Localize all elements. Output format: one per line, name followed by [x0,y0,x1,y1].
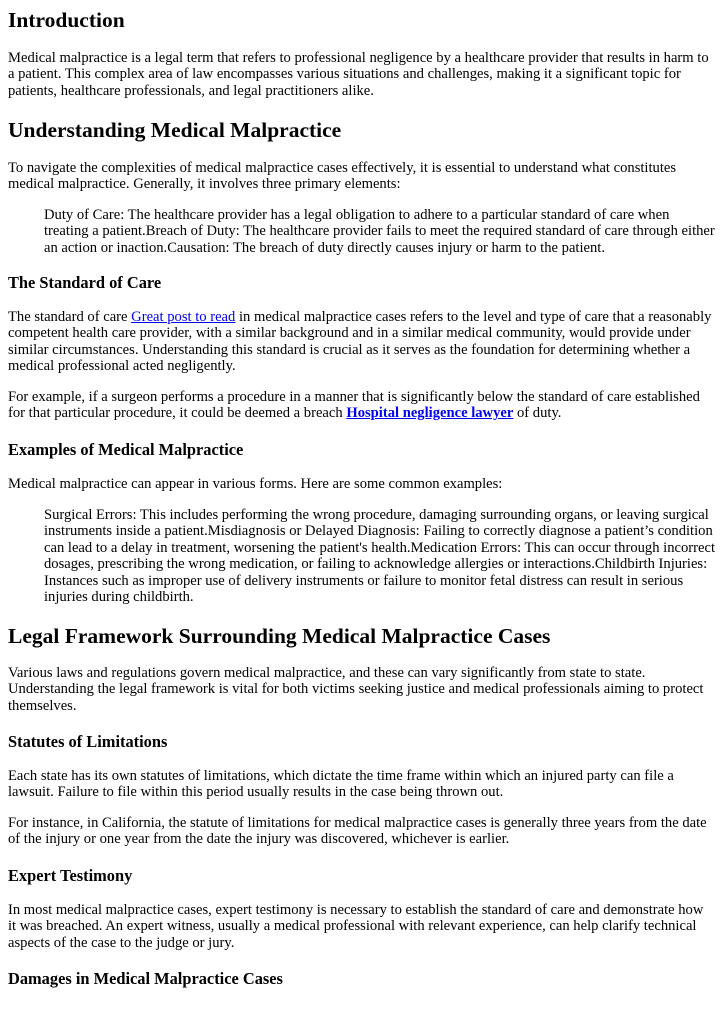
expert-paragraph: In most medical malpractice cases, expert testimony is necessary to establish the standard of care and demonstrate how it was breached. An expert witness, usually a medical professional with relevant experience, can help clarify technical aspects of the case to the judge or jury. [8,902,704,951]
heading-introduction: Introduction [8,8,125,32]
statutes-paragraph-2: For instance, in California, the statute of limitations for medical malpractice cases is generally three years from the date of the injury or one year from the date the injury was discovered, whichever is earlier. [8,815,707,848]
heading-standard-of-care: The Standard of Care [8,273,162,292]
hospital-negligence-link[interactable]: Hospital negligence lawyer [346,405,514,422]
heading-legal-framework: Legal Framework Surrounding Medical Malpractice Cases [8,624,551,648]
standard-text-after: in medical malpractice cases refers to the level and type of care that a reasonably competent health care provider, with a similar background and in a similar medical community, would provide under similar circumstances. Understanding this standard is crucial as it serves as the foundation for determining whether a medical professional acted negligently. [8,309,712,375]
example-text-before: For example, if a surgeon performs a procedure in a manner that is significantly below the standard of care established for that particular procedure, it could be deemed a breach [8,389,700,422]
heading-understanding: Understanding Medical Malpractice [8,118,342,142]
great-post-link[interactable]: Great post to read [131,309,236,325]
heading-damages: Damages in Medical Malpractice Cases [8,969,283,988]
examples-quote: Surgical Errors: This includes performing the wrong procedure, damaging surrounding organs, or leaving surgical instruments inside a patient.Misdiagnosis or Delayed Diagnosis: Failing to correctly diagnose a patient’s condition can lead to a delay in treatment, worsening the patient's health.Medication Errors: This can occur through incorrect dosages, prescribing the wrong medication, or failing to acknowledge allergies or interactions.Childbirth Injuries: Instances such as improper use of delivery instruments or failure to monitor fetal distress can result in serious injuries during childbirth. [44,507,716,606]
heading-expert-testimony: Expert Testimony [8,866,133,885]
understanding-paragraph: To navigate the complexities of medical malpractice cases effectively, it is essential to understand what constitutes medical malpractice. Generally, it involves three primary elements: [8,160,677,193]
examples-paragraph: Medical malpractice can appear in various forms. Here are some common examples: [8,476,503,492]
intro-paragraph: Medical malpractice is a legal term that refers to professional negligence by a healthcare provider that results in harm to a patient. This complex area of law encompasses various situations and challenges, making it a significant topic for patients, healthcare professionals, and legal practitioners alike. [8,50,709,99]
example-text-after: of duty. [513,405,562,422]
standard-paragraph-1 [8,309,714,375]
heading-statutes: Statutes of Limitations [8,732,168,751]
standard-text-before: The standard of care [8,309,132,325]
statutes-paragraph-1: Each state has its own statutes of limitations, which dictate the time frame within which an injured party can file a lawsuit. Failure to file within this period usually results in the case being thrown out. [8,768,674,801]
elements-quote: Duty of Care: The healthcare provider has a legal obligation to adhere to a particular standard of care when treating a patient.Breach of Duty: The healthcare provider fails to meet the required standard of care through either an action or inaction.Causation: The breach of duty directly causes injury or harm to the patient. [44,207,715,256]
legal-paragraph: Various laws and regulations govern medical malpractice, and these can vary significantly from state to state. Understanding the legal framework is vital for both victims seeking justice and medical professionals aiming to protect themselves. [8,665,704,714]
heading-examples: Examples of Medical Malpractice [8,440,244,459]
standard-paragraph-2 [8,389,714,422]
